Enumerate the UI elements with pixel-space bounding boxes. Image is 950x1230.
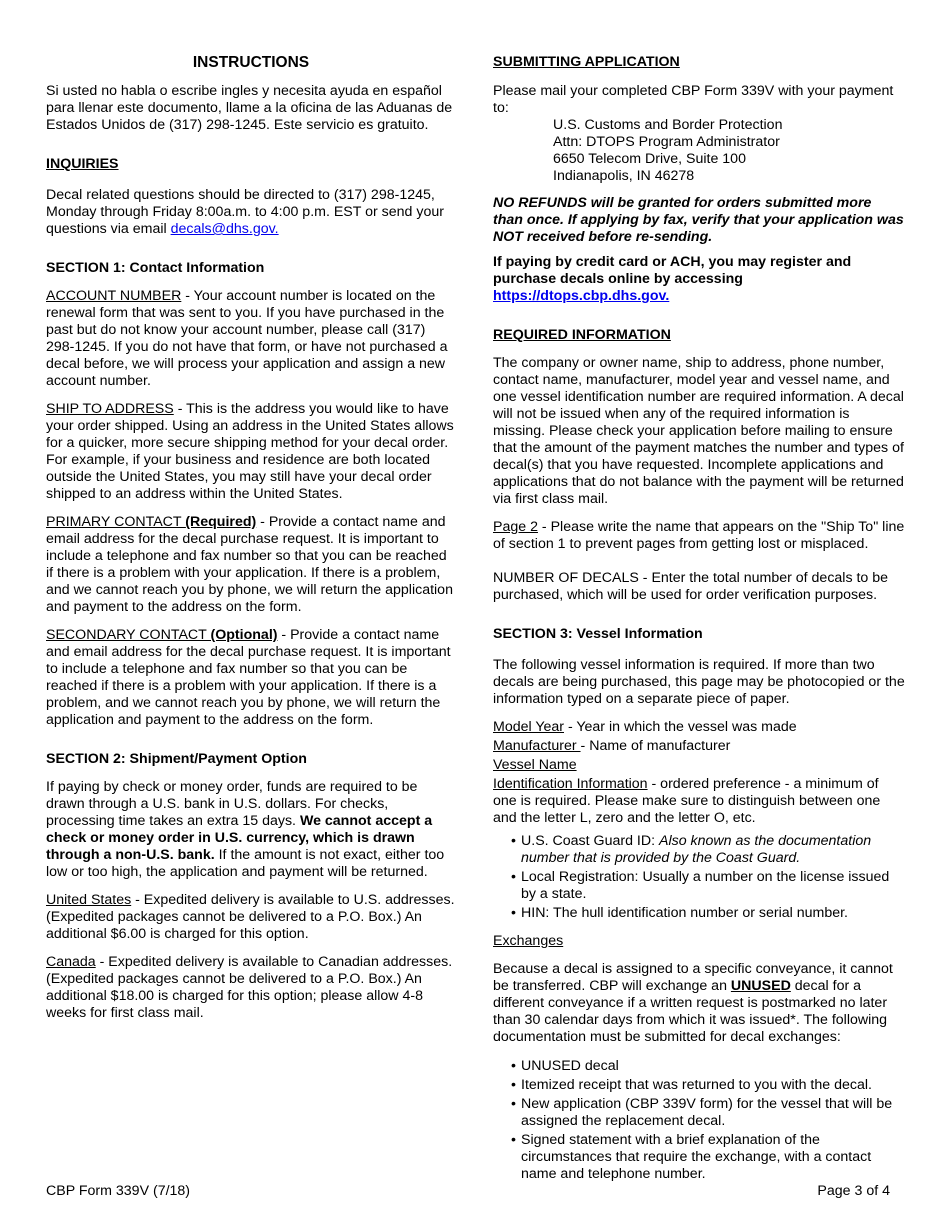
exchange-documents-list [493, 1058, 905, 1183]
ship-to-paragraph: SHIP TO ADDRESS - This is the address you would like to have your order shipped. Using an address in the United States allows for a quicker, more secure shipping method for your decal order. For example, if your business and residence are both located outside the United States, you may still have your decal order shipped to an address within the United States. [46, 401, 454, 502]
page-number: Page 3 of 4 [817, 1183, 890, 1199]
right-column [493, 54, 905, 1183]
dtops-link[interactable]: https://dtops.cbp.dhs.gov. [493, 288, 670, 304]
identification-paragraph: Identification Information - ordered preference - a minimum of one is required. Please make sure to distinguish between one and the letter L, zero and the letter O, etc. [493, 776, 881, 826]
submitting-heading: SUBMITTING APPLICATION [493, 54, 680, 70]
list-item: • U.S. Coast Guard ID: Also known as the documentation number that is provided by the Coast Guard. [493, 833, 905, 867]
left-column [46, 54, 456, 1022]
number-of-decals-paragraph: NUMBER OF DECALS - Enter the total number of decals to be purchased, which will be used for order verification purposes. [493, 570, 889, 603]
no-refunds-notice: NO REFUNDS will be granted for orders submitted more than once. If applying by fax, verify that your application was NOT received before re-sending. [493, 195, 904, 245]
identification-list [493, 833, 905, 922]
list-item: • New application (CBP 339V form) for the vessel that will be assigned the replacement decal. [493, 1096, 905, 1130]
manufacturer-line: Manufacturer - Name of manufacturer [493, 738, 731, 754]
inquiries-heading: INQUIRIES [46, 156, 119, 172]
credit-card-notice: If paying by credit card or ACH, you may register and purchase decals online by accessing https://dtops.cbp.dhs.gov. [493, 254, 852, 304]
inquiries-text: Decal related questions should be directed to (317) 298-1245, Monday through Friday 8:00a.m. to 4:00 p.m. EST or send your questions via email decals@dhs.gov. [46, 187, 444, 237]
vessel-name-line: Vessel Name [493, 757, 577, 773]
page2-paragraph: Page 2 - Please write the name that appears on the "Ship To" line of section 1 to prevent pages from getting lost or misplaced. [493, 519, 905, 552]
us-delivery-paragraph: United States - Expedited delivery is available to U.S. addresses. (Expedited packages cannot be delivered to a P.O. Box.) An additional $6.00 is charged for this option. [46, 892, 455, 942]
list-item: • Itemized receipt that was returned to you with the decal. [493, 1077, 905, 1094]
required-info-heading: REQUIRED INFORMATION [493, 327, 671, 343]
required-info-text: The company or owner name, ship to address, phone number, contact name, manufacturer, model year and vessel name, and one vessel identification number are required information. A decal will not be issued when any of the required information is missing. Please check your application before mailing to ensure that the amount of the payment matches the number and types of decal(s) that you have requested. Incomplete applications and applications that do not balance with the payment will be returned via first class mail. [493, 355, 904, 507]
primary-contact-paragraph: PRIMARY CONTACT (Required) - Provide a contact name and email address for the decal purchase request. It is important to include a telephone and fax number so that you can be reached if there is a problem with your application. If there is a problem, and we cannot reach you by phone, we will return the application and payment to the address on the form. [46, 514, 453, 615]
email-link[interactable]: decals@dhs.gov. [170, 221, 279, 237]
list-item: • UNUSED decal [493, 1058, 905, 1075]
spanish-note: Si usted no habla o escribe ingles y necesita ayuda en español para llenar este documento, llame a la oficina de las Aduanas de Estados Unidos de (317) 298-1245. Este servicio es gratuito. [46, 83, 453, 133]
section3-text: The following vessel information is required. If more than two decals are being purchased, this page may be photocopied or the information typed on a separate piece of paper. [493, 657, 905, 707]
list-item: • Signed statement with a brief explanation of the circumstances that require the exchange, with a contact name and telephone number. [493, 1132, 905, 1183]
account-number-paragraph: ACCOUNT NUMBER - Your account number is located on the renewal form that was sent to you. If you have purchased in the past but do not know your account number, please call (317) 298-1245. If you do not have that form, or have not purchased a decal before, we will process your application and assign a new account number. [46, 288, 448, 389]
payment-paragraph: If paying by check or money order, funds are required to be drawn through a U.S. bank in U.S. dollars. For checks, processing time takes an extra 15 days. We cannot accept a check or money order in U.S. currency, which is drawn through a non-U.S. bank. If the amount is not exact, either too low or too high, the application and payment will be returned. [46, 779, 445, 880]
section2-heading: SECTION 2: Shipment/Payment Option [46, 751, 307, 767]
canada-delivery-paragraph: Canada - Expedited delivery is available to Canadian addresses. (Expedited packages cannot be delivered to a P.O. Box.) An additional $18.00 is charged for this option; please allow 4-8 weeks for first class mail. [46, 954, 453, 1021]
form-number: CBP Form 339V (7/18) [46, 1183, 191, 1199]
mailing-address: U.S. Customs and Border Protection Attn: DTOPS Program Administrator 6650 Telecom Drive, Suite 100 Indianapolis, IN 46278 [553, 117, 783, 184]
section3-heading: SECTION 3: Vessel Information [493, 626, 703, 642]
secondary-contact-paragraph: SECONDARY CONTACT (Optional) - Provide a contact name and email address for the decal purchase request. It is important to include a telephone and fax number so that you can be reached if there is a problem with your application. If there is a problem, and we cannot reach you by phone, we will return the application and payment to the address on the form. [46, 627, 451, 728]
page-title: INSTRUCTIONS [192, 54, 310, 71]
section1-heading: SECTION 1: Contact Information [46, 260, 265, 276]
list-item: • HIN: The hull identification number or serial number. [493, 905, 905, 922]
submitting-text: Please mail your completed CBP Form 339V with your payment to: [493, 83, 894, 116]
exchanges-text: Because a decal is assigned to a specific conveyance, it cannot be transferred. CBP will exchange an UNUSED decal for a different conveyance if a written request is postmarked no later than 30 calendar days from which it was issued*. The following documentation must be submitted for decal exchanges: [493, 961, 893, 1045]
exchanges-heading: Exchanges [493, 933, 564, 949]
model-year-line: Model Year - Year in which the vessel was made [493, 719, 797, 735]
list-item: • Local Registration: Usually a number on the license issued by a state. [493, 869, 905, 903]
